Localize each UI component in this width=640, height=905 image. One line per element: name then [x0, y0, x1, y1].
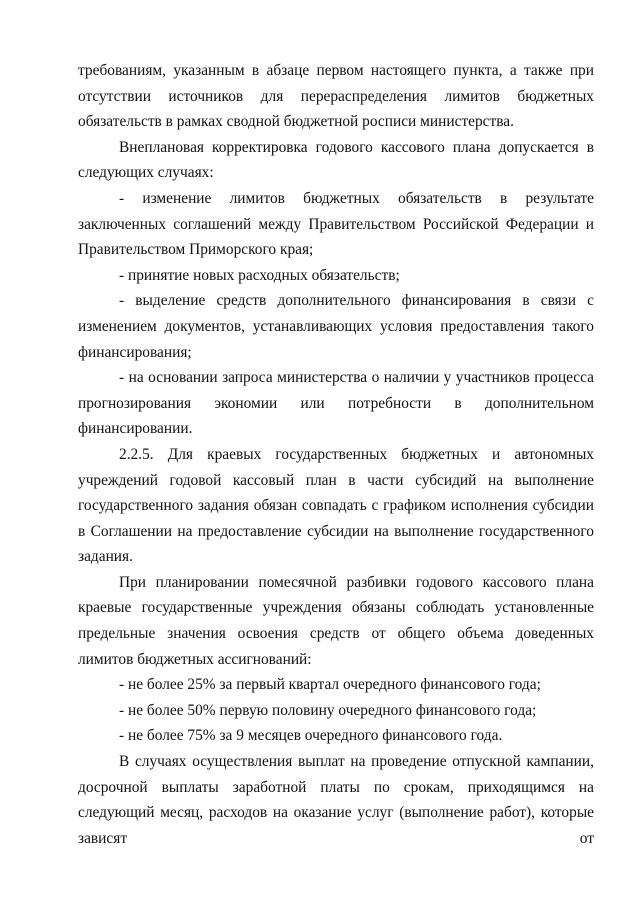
- paragraph-section-2-2-5: 2.2.5. Для краевых государственных бюджетных и автономных учреждений годовой кассовый план в части субсидий на выполнение государственного задания обязан совпадать с графиком исполнения субсидии в Соглашении на предоставление субсидии на выполнение государственного задания.: [78, 445, 594, 566]
- list-item-limit-50: - не более 50% первую половину очередного финансового года;: [119, 701, 537, 719]
- list-item-new-obligations: - принятие новых расходных обязательств;: [119, 266, 400, 284]
- paragraph-monthly-breakdown: При планировании помесячной разбивки годового кассового плана краевые государственные учреждения обязаны соблюдать установленные предельные значения освоения средств от общего объема доведенных лимитов бюджетных ассигнований:: [78, 573, 594, 668]
- list-item-ministry-request: - на основании запроса министерства о наличии у участников процесса прогнозирования экономии или потребности в дополнительном финансировании.: [78, 369, 594, 438]
- paragraph-continuation: требованиям, указанным в абзаце первом настоящего пункта, а также при отсутствии источников для перераспределения лимитов бюджетных обязательств в рамках сводной бюджетной росписи министерства.: [78, 62, 594, 131]
- list-item-limit-75: - не более 75% за 9 месяцев очередного финансового года.: [119, 727, 503, 745]
- paragraph-unplanned-adjustment: Внеплановая корректировка годового кассового плана допускается в следующих случаях:: [78, 138, 594, 182]
- paragraph-payments-cases: В случаях осуществления выплат на проведение отпускной кампании, досрочной выплаты заработной платы по срокам, приходящимся на следующий месяц, расходов на оказание услуг (выполнение работ), которые зависят от: [78, 753, 594, 847]
- list-item-limit-25: - не более 25% за первый квартал очередного финансового года;: [119, 676, 541, 694]
- list-item-additional-funding: - выделение средств дополнительного финансирования в связи с изменением документов, устанавливающих условия предоставления такого финансирования;: [78, 292, 594, 361]
- list-item-limit-change: - изменение лимитов бюджетных обязательств в результате заключенных соглашений между Правительством Российской Федерации и Правительством Приморского края;: [78, 189, 594, 259]
- document-page: [78, 58, 594, 851]
